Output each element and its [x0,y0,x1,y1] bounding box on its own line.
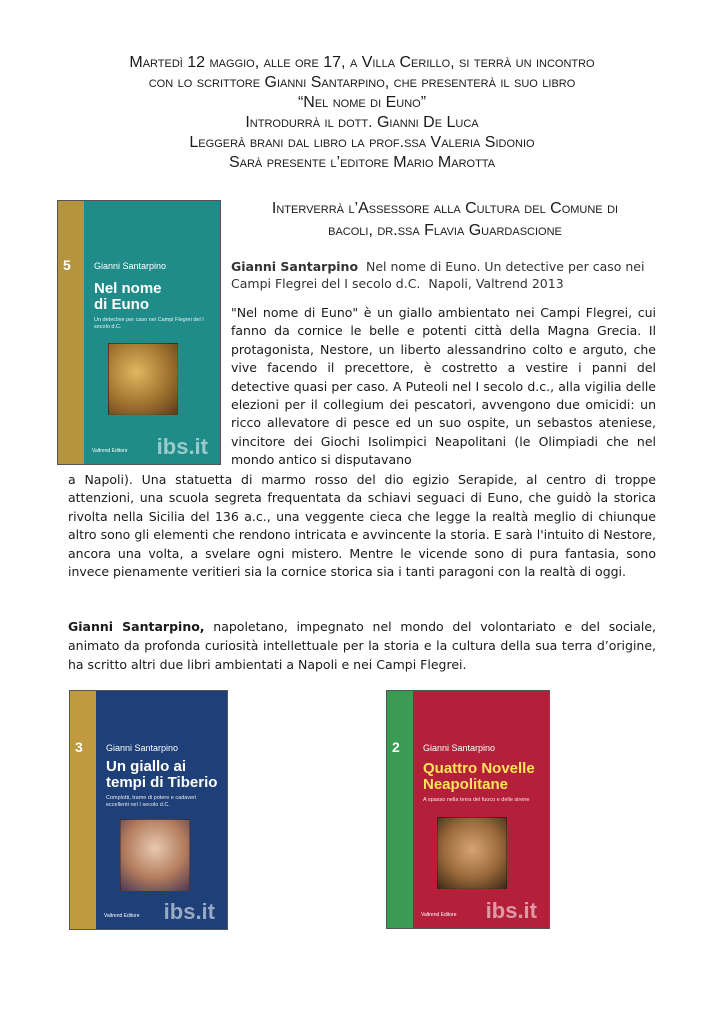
event-line-date: Martedì 12 maggio, alle ore 17, a Villa Cerillo, si terrà un incontro [129,54,595,71]
book-cover-nel-nome-di-euno [57,200,221,465]
book-description-part2: a Napoli). Una statuetta di marmo rosso del dio egizio Serapide, al centro di troppe attenzioni, una scuola segreta frequentata da schiavi seguaci di Euno, che guidò la storica rivolta nella Sicilia del 136 a.c., una veggente cieca che legge la realtà meglio di chiunque altro sono gli elementi che rendono intricata e avvincente la storia. E sarà l'intuito di Nestore, ancora una volta, a svelare ogni mistero. Mentre le vicende sono di pura fantasia, sono invece pienamente veritieri sia la cornice storica sia i tanti paragoni con la realtà di oggi. [68,472,656,580]
cover-title: Nel nome di Euno [94,280,162,313]
citation-title: Nel nome di Euno. Un detective per caso nei Campi Flegrei del I secolo d.C. [231,259,645,291]
cover-author: Gianni Santarpino [94,261,167,271]
citation-publisher: Napoli, Valtrend 2013 [428,276,564,291]
citation-author: Gianni Santarpino [231,259,359,274]
cover-publisher: Valtrend Editore [92,448,128,454]
event-line-book-title: “Nel nome di Euno” [297,94,427,111]
book-cover-un-giallo-ai-tempi-di-tiberio [69,690,228,930]
ibs-watermark-logo: ibs.it [156,434,208,459]
cover-color-band [58,201,84,464]
cover-subtitle: Un detective per caso nei Campi Flegrei del I secolo d.C. [94,317,204,330]
cover-title: Quattro Novelle Neapolitane [423,760,535,793]
series-number: 5 [63,257,71,273]
event-line-publisher: Sarà presente l’editore Mario Marotta [228,154,496,171]
cover-author: Gianni Santarpino [423,743,496,753]
ibs-watermark-logo: ibs.it [163,899,215,924]
author-bio-text: napoletano, impegnato nel mondo del volontariato e del sociale, animato da profonda curiosità intellettuale per la storia e la cultura della sua terra d’origine, ha scritto altri due libri ambientati a Napoli e nei Campi Flegrei. [68,619,657,672]
book-description-part1: "Nel nome di Euno" è un giallo ambientato nei Campi Flegrei, cui fanno da cornice le belle e potenti città della Magna Grecia. Il protagonista, Nestore, un liberto alessandrino colto e arguto, che vive facendo il precettore, è costretto a vestire i panni del detective quasi per caso. A Puteoli nel I secolo d.c., alla vigilia delle elezioni per il collegium dei pescatori, avvengono due omicidi: un ricco allevatore di pesce ed un suo ospite, un sebastos ateniese, vincitore dei Giochi Isolimpici Neapolitani (le Olimpiadi che nel mondo antico si disputavano [231,305,656,468]
ibs-watermark-logo: ibs.it [485,898,537,923]
cover-color-band [70,691,96,929]
event-line-author: con lo scrittore Gianni Santarpino, che presenterà il suo libro [148,74,576,91]
book-citation [231,258,663,292]
cover-artwork [437,817,507,889]
author-bio-name: Gianni Santarpino, [68,619,205,634]
cover-author: Gianni Santarpino [106,743,179,753]
cover-subtitle: Complotti, trame di potere e cadaveri eccellenti nel I secolo d.C. [106,795,197,808]
event-line-reader: Leggerà brani dal libro la prof.ssa Valeria Sidonio [189,134,535,151]
cover-publisher: Valtrend Editore [104,913,140,919]
cover-title: Un giallo ai tempi di Tiberio [106,758,218,791]
series-number: 2 [392,739,400,755]
event-line-introducer: Introdurrà il dott. Gianni De Luca [245,114,479,131]
author-bio [68,617,656,674]
series-number: 3 [75,739,83,755]
book-cover-quattro-novelle-neapolitane [386,690,550,929]
cover-artwork [108,343,178,415]
assessor-announcement: Interverrà l’Assessore alla Cultura del Comune di bacoli, dr.ssa Flavia Guardascione [271,200,619,239]
cover-color-band [387,691,413,928]
cover-artwork [120,819,190,891]
cover-subtitle: A spasso nella terra del fuoco e delle sirene [423,797,530,803]
event-announcement [40,53,684,173]
cover-publisher: Valtrend Editore [421,912,457,918]
